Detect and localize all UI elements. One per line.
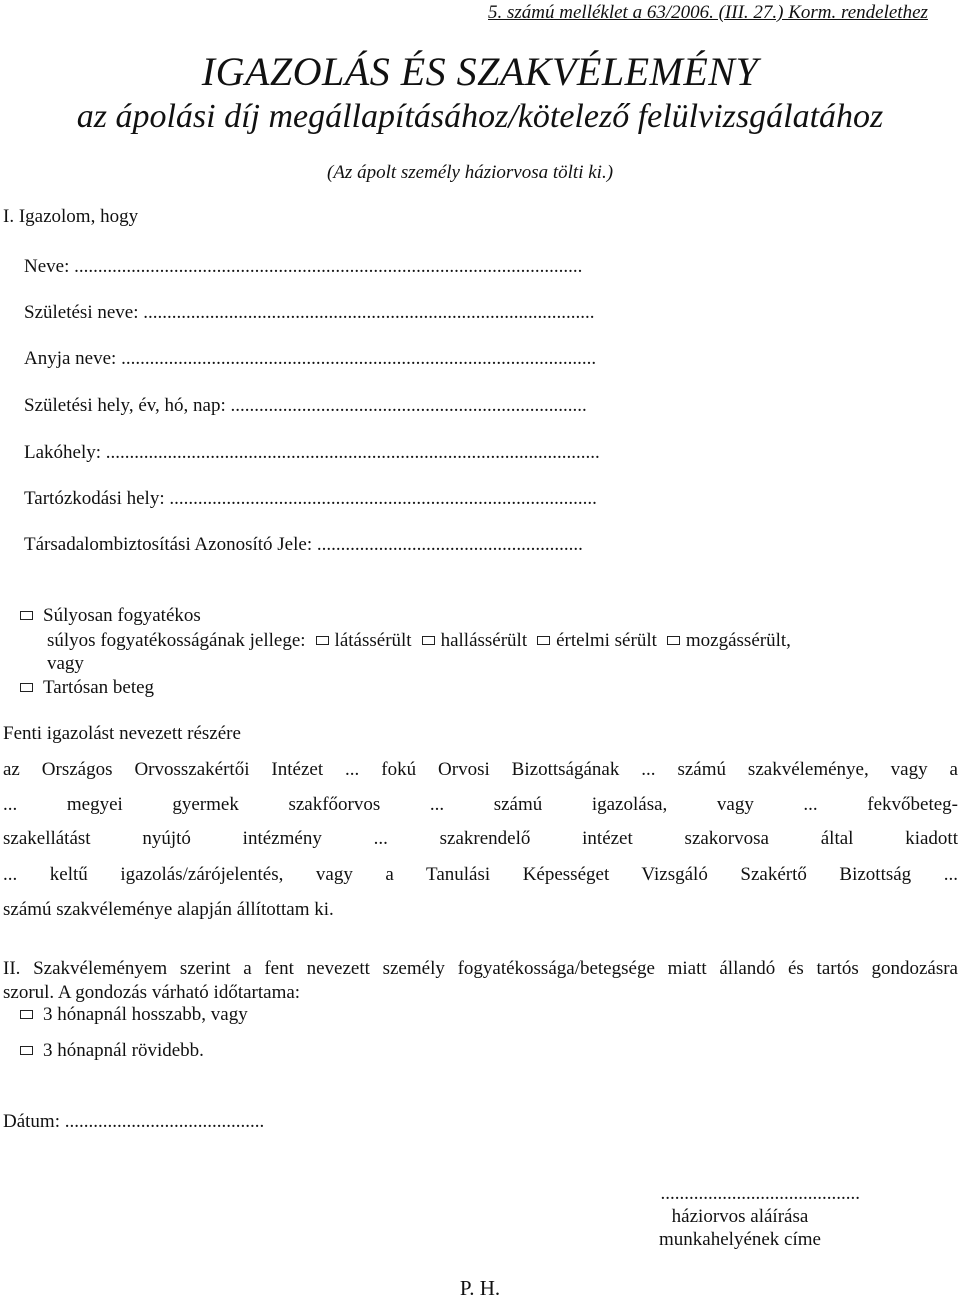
basis-line-3[interactable]: szakellátást nyújtó intézmény ... szakrendelő intézet szakorvosa által kiadott: [3, 828, 958, 849]
annex-reference: 5. számú melléklet a 63/2006. (III. 27.) Korm. rendelethez: [488, 2, 928, 23]
field-taj-number[interactable]: Társadalombiztosítási Azonosító Jele: ........................................................: [24, 534, 583, 555]
basis-line-1[interactable]: az Országos Orvosszakértői Intézet ... fokú Orvosi Bizottságának ... számú szakvéleménye, vagy a: [3, 759, 958, 780]
option-longer-3-months[interactable]: [20, 1004, 248, 1026]
field-mother-name[interactable]: Anyja neve: ....................................................................................................: [24, 348, 597, 369]
basis-intro: Fenti igazolást nevezett részére: [3, 723, 241, 744]
section1-heading: I. Igazolom, hogy: [3, 206, 139, 227]
option-shorter-3-months[interactable]: [20, 1040, 204, 1062]
option-label: 3 hónapnál hosszabb, vagy: [43, 1004, 248, 1025]
field-residence[interactable]: Lakóhely: ........................................................................................................: [24, 442, 600, 463]
basis-line-4[interactable]: ... keltű igazolás/zárójelentés, vagy a Tanulási Képességet Vizsgáló Szakértő Bizottság ...: [3, 864, 958, 885]
fill-in-note: (Az ápolt személy háziorvosa tölti ki.): [327, 162, 614, 183]
field-birth-place-date[interactable]: Születési hely, év, hó, nap: ...........................................................................: [24, 395, 587, 416]
checkbox[interactable]: [20, 611, 33, 620]
option-label: Súlyosan fogyatékos: [43, 605, 201, 626]
date-field[interactable]: Dátum: ..........................................: [3, 1111, 265, 1132]
type-hearing: hallássérült: [440, 630, 528, 651]
option-label: 3 hónapnál rövidebb.: [43, 1040, 204, 1061]
disability-nature-row: [47, 630, 791, 652]
checkbox[interactable]: [20, 1010, 33, 1019]
stamp-place: P. H.: [459, 1276, 501, 1300]
checkbox[interactable]: [316, 636, 329, 645]
type-vision: látássérült: [334, 630, 412, 651]
option-severely-disabled[interactable]: [20, 605, 201, 627]
field-stay-address[interactable]: Tartózkodási hely: ..........................................................................................: [24, 488, 597, 509]
field-name[interactable]: Neve: ...........................................................................................................: [24, 256, 583, 277]
document-subtitle: az ápolási díj megállapításához/kötelező felülvizsgálatához: [76, 98, 884, 135]
option-label: Tartósan beteg: [43, 677, 155, 698]
document-title: IGAZOLÁS ÉS SZAKVÉLEMÉNY: [201, 49, 759, 94]
section2-line-1: II. Szakvéleményem szerint a fent nevezett személy fogyatékossága/betegsége miatt állandó és tartós gondozásra: [3, 958, 958, 979]
or-text: vagy: [47, 653, 84, 674]
checkbox[interactable]: [20, 1046, 33, 1055]
basis-last: számú szakvéleménye alapján állítottam ki.: [3, 899, 334, 920]
type-motor: mozgássérült,: [685, 630, 791, 651]
workplace-address-label: munkahelyének címe: [659, 1229, 821, 1250]
checkbox[interactable]: [20, 683, 33, 692]
signature-label: háziorvos aláírása: [671, 1206, 809, 1227]
section2-line-2: szorul. A gondozás várható időtartama:: [3, 982, 301, 1003]
option-chronically-ill[interactable]: [20, 677, 154, 699]
basis-line-2[interactable]: ... megyei gyermek szakfőorvos ... számú igazolása, vagy ... fekvőbeteg-: [3, 794, 958, 815]
nature-label: súlyos fogyatékosságának jellege:: [47, 630, 306, 651]
field-birth-name[interactable]: Születési neve: ...............................................................................................: [24, 302, 595, 323]
checkbox[interactable]: [667, 636, 680, 645]
type-mental: értelmi sérült: [556, 630, 657, 651]
signature-line[interactable]: ..........................................: [660, 1183, 860, 1204]
checkbox[interactable]: [422, 636, 435, 645]
checkbox[interactable]: [537, 636, 550, 645]
